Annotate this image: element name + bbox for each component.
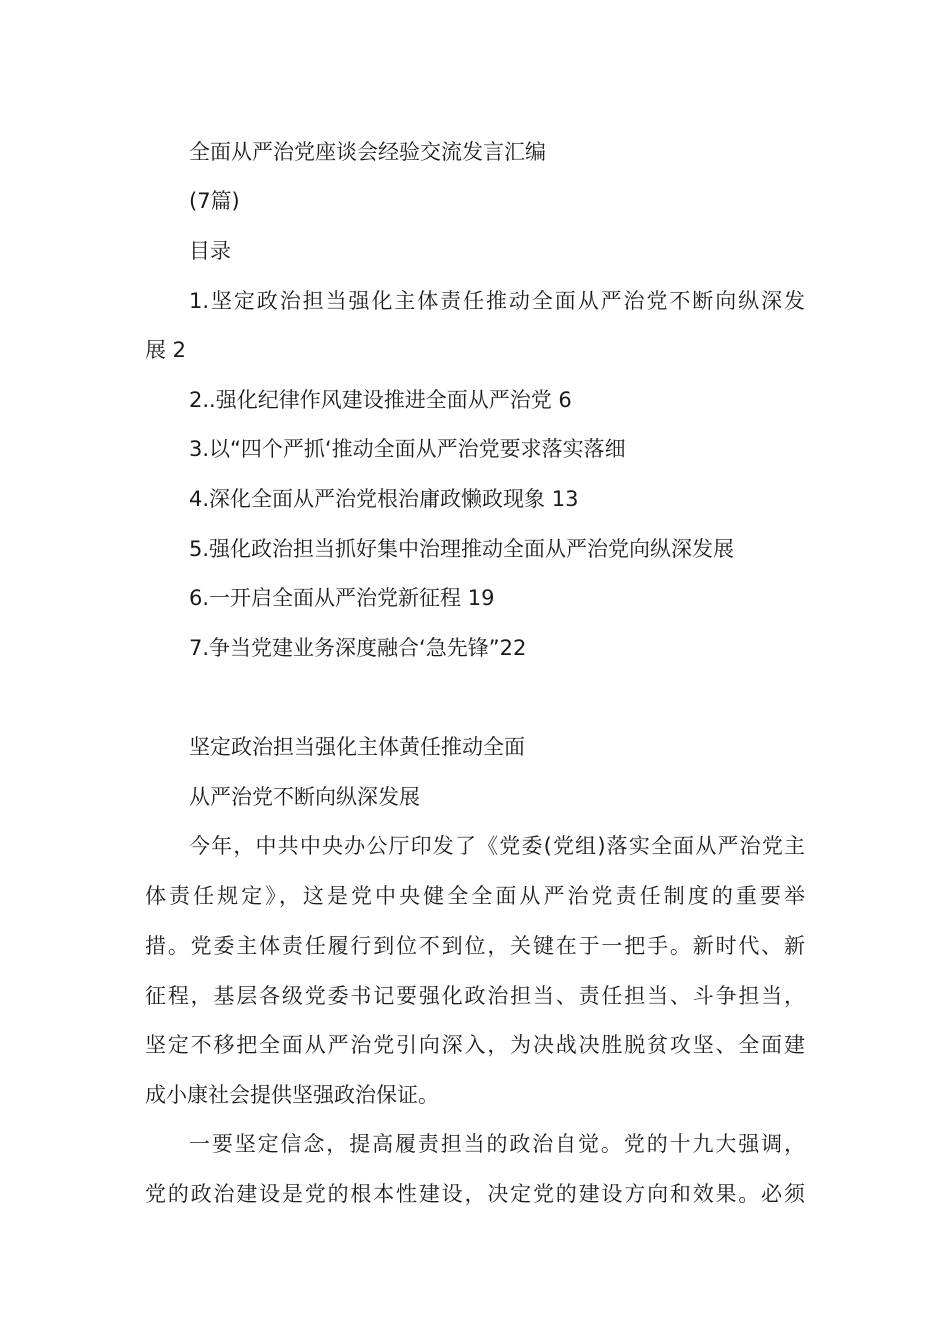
toc-item-1-line-1: 1.坚定政治担当强化主体责任推动全面从严治党不断向纵深发 — [189, 289, 805, 313]
paragraph-1-line-2: 体责任规定》，这是党中央健全全面从严治党责任制度的重要举 — [145, 884, 805, 908]
paragraph-1-line-3: 措。党委主体责任履行到位不到位，关键在于一把手。新时代、新 — [145, 934, 805, 958]
toc-item-4: 4.深化全面从严治党根治庸政懒政现象 13 — [189, 487, 579, 511]
paragraph-1-line-1: 今年，中共中央办公厅印发了《党委(党组)落实全面从严治党主 — [189, 834, 805, 858]
toc-item-1-line-2: 展 2 — [145, 338, 187, 362]
document-title-line-1: 全面从严治党座谈会经验交流发言汇编 — [189, 140, 546, 164]
article-title-line-2: 从严治党不断向纵深发展 — [189, 785, 420, 809]
paragraph-2-line-2: 党的政治建设是党的根本性建设，决定党的建设方向和效果。必须 — [145, 1182, 805, 1206]
toc-item-3: 3.以“四个严抓‘推动全面从严治党要求落实落细 — [189, 437, 626, 461]
document-title-line-2: (7篇) — [189, 189, 240, 213]
paragraph-1-line-6: 成小康社会提供坚强政治保证。 — [145, 1083, 439, 1107]
toc-item-2: 2..强化纪律作风建设推进全面从严治党 6 — [189, 388, 572, 412]
article-title-line-1: 坚定政治担当强化主体黄任推动全面 — [189, 735, 525, 759]
paragraph-2-line-1: 一要坚定信念，提高履责担当的政治自觉。党的十九大强调， — [189, 1132, 805, 1156]
toc-item-5: 5.强化政治担当抓好集中治理推动全面从严治党向纵深发展 — [189, 537, 735, 561]
toc-item-7: 7.争当党建业务深度融合‘急先锋”22 — [189, 636, 527, 660]
toc-item-6: 6.一开启全面从严治党新征程 19 — [189, 586, 495, 610]
toc-heading: 目录 — [189, 239, 231, 263]
paragraph-1-line-4: 征程，基层各级党委书记要强化政治担当、责任担当、斗争担当， — [145, 984, 805, 1008]
paragraph-1-line-5: 坚定不移把全面从严治党引向深入，为决战决胜脱贫攻坚、全面建 — [145, 1033, 805, 1057]
